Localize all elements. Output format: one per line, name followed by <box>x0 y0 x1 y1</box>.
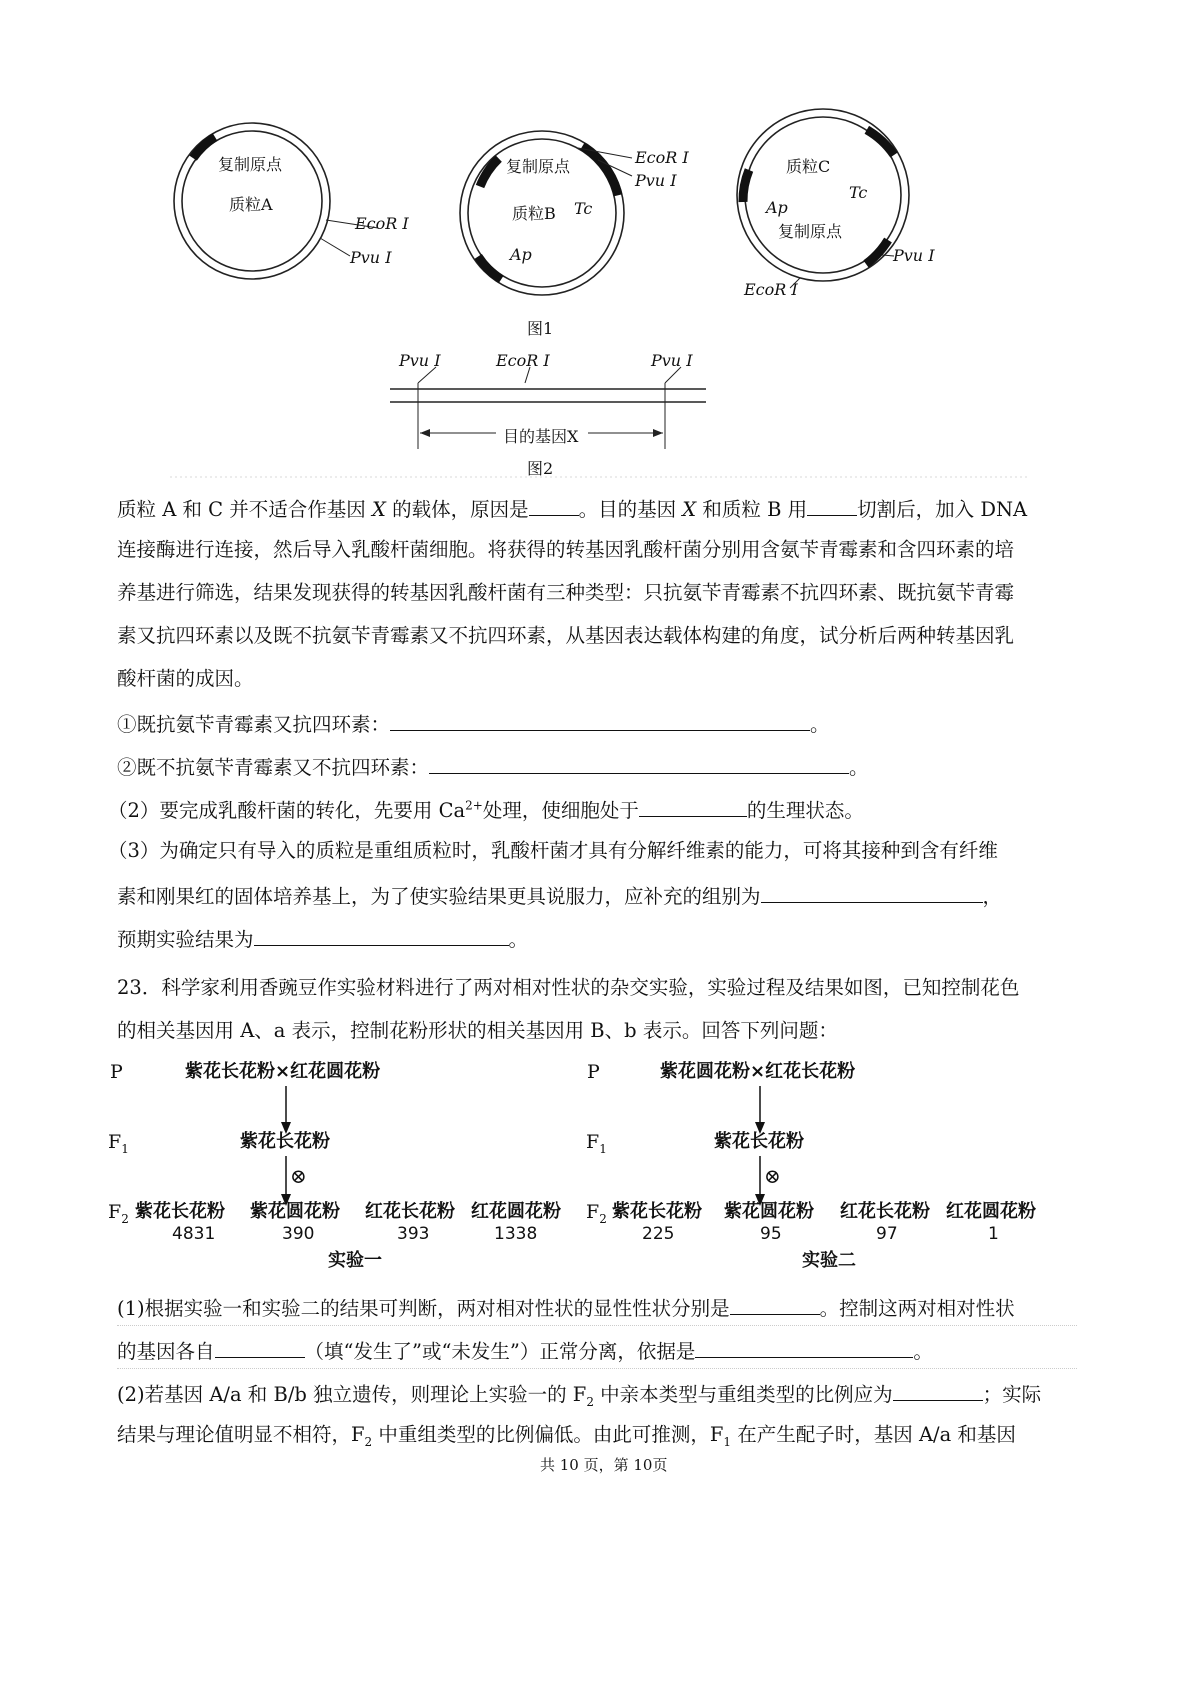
q23-text: (1)根据实验一和实验二的结果可判断，两对相对性状的显性性状分别是 <box>117 1297 730 1320</box>
subscript: 2 <box>364 1434 373 1449</box>
q23-sub-2-line-1 <box>117 1382 1041 1408</box>
q22-text: 质粒 A 和 C 并不适合作基因 <box>117 498 372 521</box>
q22-line-3: 养基进行筛选，结果发现获得的转基因乳酸杆菌有三种类型：只抗氨苄青霉素不抗四环素、既抗氨苄青霉 <box>117 581 1015 604</box>
exp1-f2-label <box>108 1203 129 1225</box>
exp1-f2-phenotype: 红花长花粉 <box>365 1201 455 1222</box>
gene-x: X <box>682 498 697 521</box>
exp1-f1-label <box>108 1133 129 1155</box>
exp1-f2-phenotype: 紫花长花粉 <box>135 1201 225 1222</box>
answer-blank[interactable] <box>529 497 579 516</box>
exp1-f1: 紫花长花粉 <box>240 1131 330 1152</box>
f-label: F <box>108 1131 122 1153</box>
q23-sub-1-line-2 <box>117 1339 933 1362</box>
exp2-selfing-symbol: ⊗ <box>764 1164 781 1188</box>
plasmid-b-tc-label: Tc <box>574 199 593 218</box>
exp1-f2-count: 1338 <box>494 1224 538 1244</box>
dotted-divider <box>117 1325 1077 1326</box>
exp1-arrow-1 <box>276 1086 296 1136</box>
q23-sub-1-line-1 <box>117 1296 1015 1319</box>
answer-blank[interactable] <box>807 497 857 516</box>
plasmid-a-name: 质粒A <box>229 195 273 214</box>
subscript: 1 <box>121 1141 129 1156</box>
exp1-parental-cross: 紫花长花粉×红花圆花粉 <box>185 1061 381 1082</box>
figure2-caption: 图2 <box>527 459 554 478</box>
q22-line-4: 素又抗四环素以及既不抗氨苄青霉素又不抗四环素，从基因表达载体构建的角度，试分析后两种转基因乳 <box>117 624 1015 647</box>
exp1-f2-count: 393 <box>397 1224 430 1244</box>
q22-line-5: 酸杆菌的成因。 <box>117 667 254 690</box>
exp2-parental-cross: 紫花圆花粉×红花长花粉 <box>660 1061 856 1082</box>
answer-blank[interactable] <box>429 755 849 774</box>
exp1-p-label: P <box>110 1061 123 1083</box>
exp1-f2-count: 4831 <box>172 1224 216 1244</box>
subscript: 1 <box>599 1141 607 1156</box>
q23-text: 中亲本类型与重组类型的比例应为 <box>593 1383 893 1406</box>
exp2-f1: 紫花长花粉 <box>714 1131 804 1152</box>
exp2-f2-phenotype: 红花长花粉 <box>840 1201 930 1222</box>
q22-line-2: 连接酶进行连接，然后导入乳酸杆菌细胞。将获得的转基因乳酸杆菌分别用含氨苄青霉素和含四环素的培 <box>117 538 1015 561</box>
q23-line-2: 的相关基因用 A、a 表示，控制花粉形状的相关基因用 B、b 表示。回答下列问题： <box>117 1019 838 1042</box>
q22-text: 和质粒 B 用 <box>696 498 808 521</box>
answer-blank[interactable] <box>254 927 509 946</box>
punct: 。 <box>810 713 830 736</box>
plasmid-c-ap-label: Ap <box>766 198 788 217</box>
q22-item-text: ②既不抗氨苄青霉素又不抗四环素： <box>117 756 430 779</box>
exp2-f2-count: 95 <box>760 1224 782 1244</box>
fig2-pvu-left-label: Pvu Ⅰ <box>399 351 441 370</box>
exp2-f2-count: 225 <box>642 1224 675 1244</box>
figure-drawings <box>0 0 1200 520</box>
subscript: 2 <box>121 1211 129 1226</box>
q22-line-1 <box>117 497 1027 520</box>
exp1-f2-phenotype: 红花圆花粉 <box>471 1201 561 1222</box>
plasmid-a-ring <box>174 123 378 279</box>
subscript: 2 <box>599 1211 607 1226</box>
figure1-caption: 图1 <box>527 319 554 338</box>
exp2-f2-phenotype: 紫花长花粉 <box>612 1201 702 1222</box>
f-label: F <box>586 1201 600 1223</box>
punct: ， <box>982 885 1003 908</box>
q23-line-1: 23．科学家利用香豌豆作实验材料进行了两对相对性状的杂交实验，实验过程及结果如图，已知控制花色 <box>117 976 1020 999</box>
answer-blank[interactable] <box>761 884 983 903</box>
subscript: 2 <box>586 1394 594 1409</box>
q22-text: 处理，使细胞处于 <box>482 799 639 822</box>
f-label: F <box>108 1201 122 1223</box>
q23-text: 中重组类型的比例偏低。由此可推测，F <box>372 1423 724 1446</box>
exp2-f2-count: 97 <box>876 1224 898 1244</box>
subscript: 1 <box>723 1434 732 1449</box>
plasmid-a-pvu-label: Pvu Ⅰ <box>350 248 392 267</box>
plasmid-c-tc-label: Tc <box>849 183 868 202</box>
exp2-f2-count: 1 <box>988 1224 999 1244</box>
exp2-f1-label <box>586 1133 607 1155</box>
plasmid-c-ecor-label: EcoR Ⅰ <box>744 280 798 299</box>
plasmid-b-ap-label: Ap <box>510 245 532 264</box>
exp1-selfing-symbol: ⊗ <box>290 1164 307 1188</box>
exp1-f2-count: 390 <box>282 1224 315 1244</box>
answer-blank[interactable] <box>639 798 747 817</box>
exp2-arrow-1 <box>750 1086 770 1136</box>
q23-text: ；实际 <box>982 1383 1042 1406</box>
answer-blank[interactable] <box>893 1382 983 1401</box>
answer-blank[interactable] <box>695 1339 913 1358</box>
f-label: F <box>586 1131 600 1153</box>
plasmid-c-pvu-label: Pvu Ⅰ <box>893 246 935 265</box>
q23-text: 结果与理论值明显不相符，F <box>117 1423 365 1446</box>
fig2-gene-label: 目的基因X <box>503 427 579 446</box>
exp2-f2-phenotype: 红花圆花粉 <box>946 1201 1036 1222</box>
q23-text: (2)若基因 A/a 和 B/b 独立遗传，则理论上实验一的 F <box>117 1383 587 1406</box>
answer-blank[interactable] <box>215 1339 305 1358</box>
exp1-title: 实验一 <box>328 1250 382 1271</box>
answer-blank[interactable] <box>390 712 810 731</box>
plasmid-b-ecor-label: EcoR Ⅰ <box>635 148 689 167</box>
q22-item-1 <box>117 712 830 735</box>
fig2-pvu-right-label: Pvu Ⅰ <box>651 351 693 370</box>
q22-item-text: ①既抗氨苄青霉素又抗四环素： <box>117 713 391 736</box>
q22-sub-3-line-3 <box>117 927 528 950</box>
gene-x: X <box>372 498 386 521</box>
punct: 。 <box>849 756 869 779</box>
exp1-f2-phenotype: 紫花圆花粉 <box>250 1201 340 1222</box>
q22-text: 的生理状态。 <box>746 799 864 822</box>
plasmid-a-ecor-label: EcoR Ⅰ <box>355 214 409 233</box>
punct: 。 <box>913 1340 933 1363</box>
q22-text: 切割后，加入 DNA <box>857 498 1028 521</box>
exp2-f2-label <box>586 1203 607 1225</box>
q22-text: 。目的基因 <box>578 498 683 521</box>
q22-sub-2 <box>108 798 864 821</box>
q22-text: 素和刚果红的固体培养基上，为了使实验结果更具说服力，应补充的组别为 <box>117 885 761 908</box>
q22-sub-3-line-1: （3）为确定只有导入的质粒是重组质粒时，乳酸杆菌才具有分解纤维素的能力，可将其接种到含有纤维 <box>108 839 998 862</box>
q23-text: 的基因各自 <box>117 1340 215 1363</box>
q22-text: 的载体，原因是 <box>385 498 529 521</box>
q22-sub-3-line-2 <box>117 884 1002 907</box>
fig2-ecor-label: EcoR Ⅰ <box>496 351 550 370</box>
exp2-p-label: P <box>587 1061 600 1083</box>
q22-text: 预期实验结果为 <box>117 928 254 951</box>
q23-text: 在产生配子时，基因 A/a 和基因 <box>731 1423 1016 1446</box>
exp2-f2-phenotype: 紫花圆花粉 <box>724 1201 814 1222</box>
q22-text: （2）要完成乳酸杆菌的转化，先要用 Ca <box>108 799 466 822</box>
plasmid-a-ori-label: 复制原点 <box>218 155 283 174</box>
plasmid-c-ring <box>737 109 909 288</box>
q23-text: 。控制这两对相对性状 <box>819 1297 1015 1320</box>
plasmid-b-name: 质粒B <box>512 204 556 223</box>
q22-item-2 <box>117 755 869 778</box>
superscript: 2+ <box>465 798 483 813</box>
plasmid-b-ori-label: 复制原点 <box>506 157 571 176</box>
page-footer: 共 10 页，第 10页 <box>540 1456 668 1474</box>
q23-text: （填“发生了”或“未发生”）正常分离，依据是 <box>304 1340 696 1363</box>
punct: 。 <box>508 928 529 951</box>
answer-blank[interactable] <box>730 1296 820 1315</box>
plasmid-c-ori-label: 复制原点 <box>778 222 843 241</box>
q23-sub-2-line-2 <box>117 1425 1016 1448</box>
exp2-title: 实验二 <box>802 1250 856 1271</box>
plasmid-b-pvu-label: Pvu Ⅰ <box>635 171 677 190</box>
plasmid-c-name: 质粒C <box>786 157 831 176</box>
dotted-divider <box>117 1368 1077 1369</box>
